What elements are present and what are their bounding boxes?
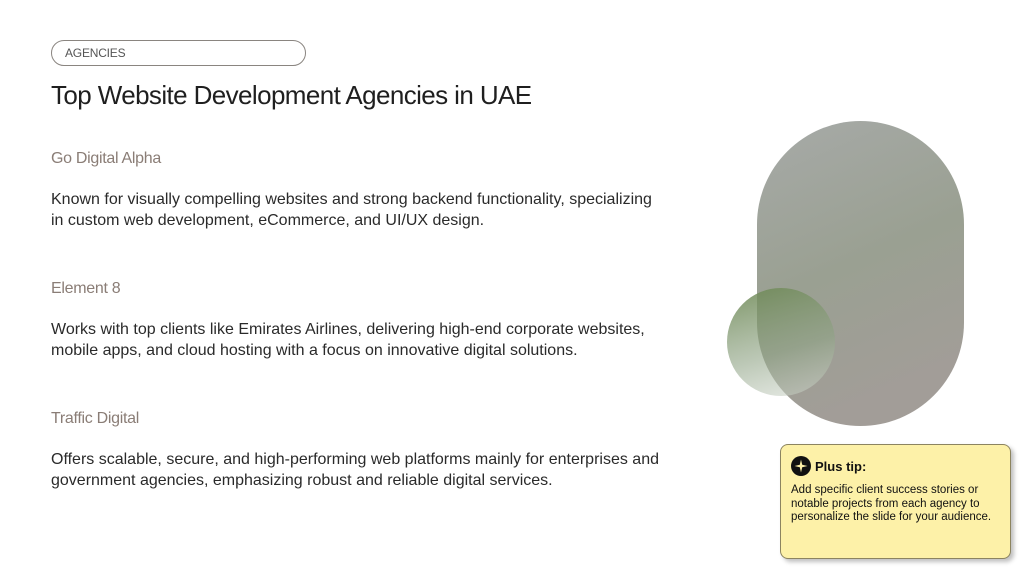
tip-body: Add specific client success stories or notable projects from each agency to personalize the slide for your audience. — [791, 484, 992, 523]
agency-name: Go Digital Alpha — [51, 150, 161, 167]
sparkle-icon — [791, 456, 811, 476]
plus-tip-card — [780, 444, 1011, 559]
slide-title: Top Website Development Agencies in UAE — [51, 80, 532, 110]
green-circle-shape — [727, 288, 835, 396]
tip-title: Plus tip: — [815, 458, 867, 474]
agency-description: Known for visually compelling websites and strong backend functionality, specializing in custom web development, eCommerce, and UI/UX design. — [51, 191, 652, 229]
agency-name: Element 8 — [51, 280, 121, 297]
agency-item — [51, 150, 661, 231]
agency-description: Offers scalable, secure, and high-performing web platforms mainly for enterprises and government agencies, emphasizing robust and reliable digital services. — [51, 451, 659, 489]
agency-item — [51, 410, 661, 491]
tip-header — [791, 456, 1000, 476]
agency-item — [51, 280, 661, 361]
agency-description: Works with top clients like Emirates Airlines, delivering high-end corporate websites, mobile apps, and cloud hosting with a focus on innovative digital solutions. — [51, 321, 645, 359]
agency-name: Traffic Digital — [51, 410, 139, 427]
section-tag: AGENCIES — [51, 40, 306, 66]
decorative-shapes — [720, 115, 980, 435]
